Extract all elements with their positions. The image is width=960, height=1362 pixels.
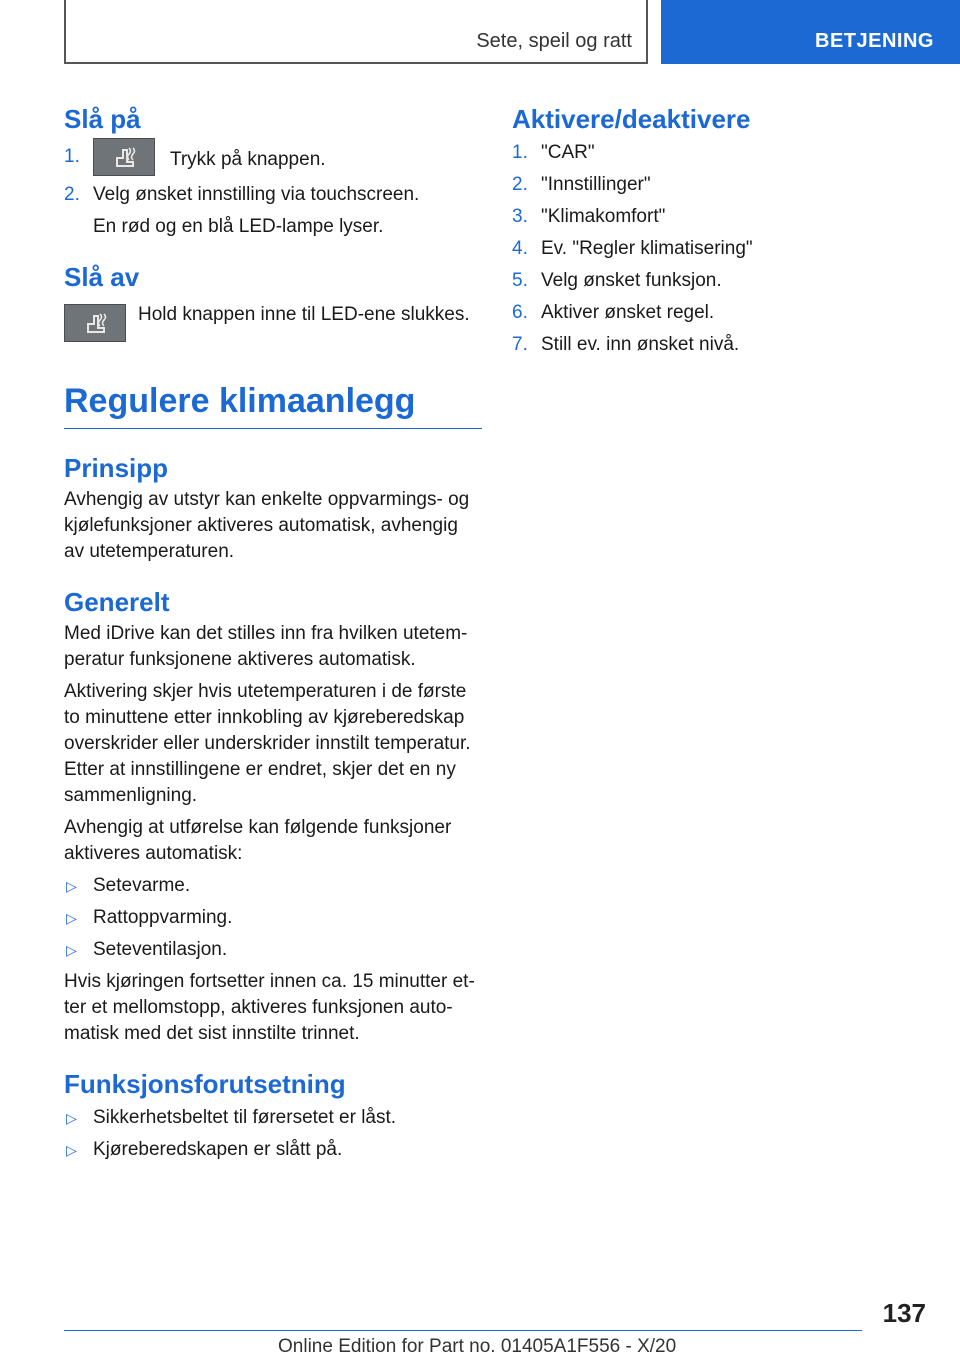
prinsipp-text: Avhengig av utstyr kan enkelte oppvarmings- og kjølefunksjoner aktiveres automatisk, avhengig av utetemperaturen.: [64, 489, 470, 562]
step-number: 6.: [512, 302, 528, 323]
step-text: Velg ønsket innstilling via touchscreen.: [93, 184, 420, 205]
bullet-text: Kjøreberedskapen er slått på.: [93, 1139, 343, 1160]
list-item: [64, 144, 482, 176]
list-item: [512, 300, 932, 326]
heading-generelt: Generelt: [64, 587, 170, 617]
left-column: [64, 102, 482, 1169]
bullet-text: Rattoppvarming.: [93, 907, 233, 928]
heading-prinsipp: Prinsipp: [64, 453, 169, 483]
triangle-bullet-icon: ▷: [66, 878, 77, 894]
sla-av-row: [64, 302, 482, 342]
step-number: 2.: [64, 184, 80, 205]
heading-aktivere-deaktivere: Aktivere/deaktivere: [512, 104, 751, 134]
bullet-text: Seteventilasjon.: [93, 939, 228, 960]
step-subtext: En rød og en blå LED-lampe lyser.: [93, 216, 384, 237]
header-section-tab: [64, 0, 648, 64]
generelt-paragraph-4: Hvis kjøringen fortsetter innen ca. 15 minutter et-ter et mellomstopp, aktiveres funksjonen auto-matisk med det sist innstilte trinnet.: [64, 971, 475, 1044]
list-item: [64, 937, 482, 963]
list-item: [64, 1137, 482, 1163]
funksjon-bullets: [64, 1105, 482, 1163]
step-number: 1.: [64, 146, 80, 167]
step-text: Still ev. inn ønsket nivå.: [541, 334, 740, 355]
generelt-paragraph-1: Med iDrive kan det stilles inn fra hvilken utetem-peratur funksjonene aktiveres automatisk.: [64, 623, 468, 670]
seat-ventilation-button-icon: [93, 138, 155, 176]
step-text: Aktiver ønsket regel.: [541, 302, 715, 323]
step-text: "Innstillinger": [541, 174, 651, 195]
list-item: [512, 204, 932, 230]
heading-sla-av: Slå av: [64, 262, 140, 292]
list-item: [512, 236, 932, 262]
list-item: [512, 268, 932, 294]
step-number: 3.: [512, 206, 528, 227]
list-item: [64, 873, 482, 899]
heading-funksjonsforutsetning: Funksjonsforutsetning: [64, 1069, 346, 1099]
aktivere-steps: [512, 140, 932, 358]
list-item: [512, 172, 932, 198]
footer-edition-text: Online Edition for Part no. 01405A1F556 - X/20: [278, 1336, 677, 1357]
footer-divider: [64, 1330, 862, 1331]
list-item: [64, 182, 482, 240]
list-item: [64, 905, 482, 931]
heading-sla-pa: Slå på: [64, 104, 141, 134]
generelt-paragraph-3: Avhengig at utførelse kan følgende funksjoner aktiveres automatisk:: [64, 817, 452, 864]
page-number: 137: [882, 1298, 926, 1328]
main-heading: Regulere klimaanlegg: [64, 378, 482, 429]
step-text: Trykk på knappen.: [169, 149, 326, 171]
sla-av-text: Hold knappen inne til LED-ene slukkes.: [138, 304, 470, 325]
triangle-bullet-icon: ▷: [66, 910, 77, 926]
bullet-text: Setevarme.: [93, 875, 191, 896]
generelt-bullets: [64, 873, 482, 963]
step-number: 1.: [512, 142, 528, 163]
bullet-text: Sikkerhetsbeltet til førersetet er låst.: [93, 1107, 397, 1128]
step-text: Ev. "Regler klimatisering": [541, 238, 753, 259]
step-text: "CAR": [541, 142, 595, 163]
step-number: 4.: [512, 238, 528, 259]
step-text: "Klimakomfort": [541, 206, 666, 227]
triangle-bullet-icon: ▷: [66, 1110, 77, 1126]
triangle-bullet-icon: ▷: [66, 1142, 77, 1158]
seat-ventilation-button-icon: [64, 304, 126, 342]
step-text: Velg ønsket funksjon.: [541, 270, 722, 291]
step-number: 7.: [512, 334, 528, 355]
header-chapter-title: BETJENING: [815, 30, 934, 52]
header-chapter-tab: [661, 0, 960, 64]
triangle-bullet-icon: ▷: [66, 942, 77, 958]
list-item: [64, 1105, 482, 1131]
step-number: 5.: [512, 270, 528, 291]
header-section-title: Sete, speil og ratt: [476, 30, 632, 52]
sla-pa-steps: [64, 144, 482, 240]
right-column: [512, 102, 932, 364]
list-item: [512, 332, 932, 358]
step-number: 2.: [512, 174, 528, 195]
generelt-paragraph-2: Aktivering skjer hvis utetemperaturen i de første to minuttene etter innkobling av kjøreberedskap overskrider eller underskrider innstilt temperatur. Etter at innstillingene er endret, skjer det en ny sammenligning.: [64, 681, 471, 806]
list-item: [512, 140, 932, 166]
